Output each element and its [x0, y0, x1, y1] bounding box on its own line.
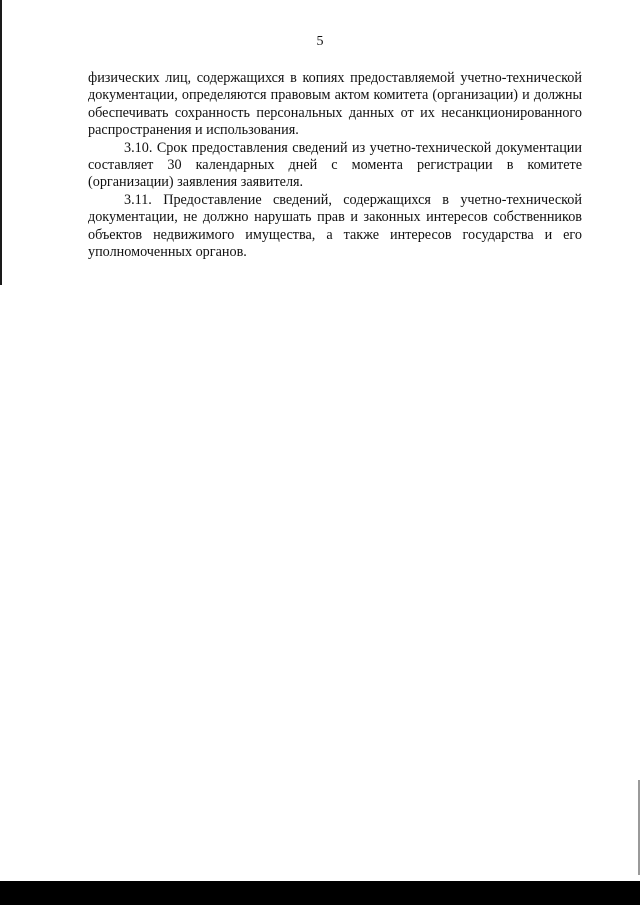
paragraph-continuation: физических лиц, содержащихся в копиях предоставляемой учетно-технической документации, определяются правовым актом комитета (организации) и должны обеспечивать сохранность персональных данных от их несанкционированного распространения и использования. [88, 70, 582, 139]
scan-bottom-bar [0, 881, 640, 905]
document-body [88, 70, 582, 261]
page-number: 5 [316, 34, 324, 49]
paragraph-3-11: 3.11. Предоставление сведений, содержащихся в учетно-технической документации, не должно нарушать прав и законных интересов собственников объектов недвижимого имущества, а также интересов государства и его уполномоченных органов. [88, 191, 582, 261]
paragraph-3-10: 3.10. Срок предоставления сведений из учетно-технической документации составляет 30 календарных дней с момента регистрации в комитете (организации) заявления заявителя. [88, 139, 582, 191]
